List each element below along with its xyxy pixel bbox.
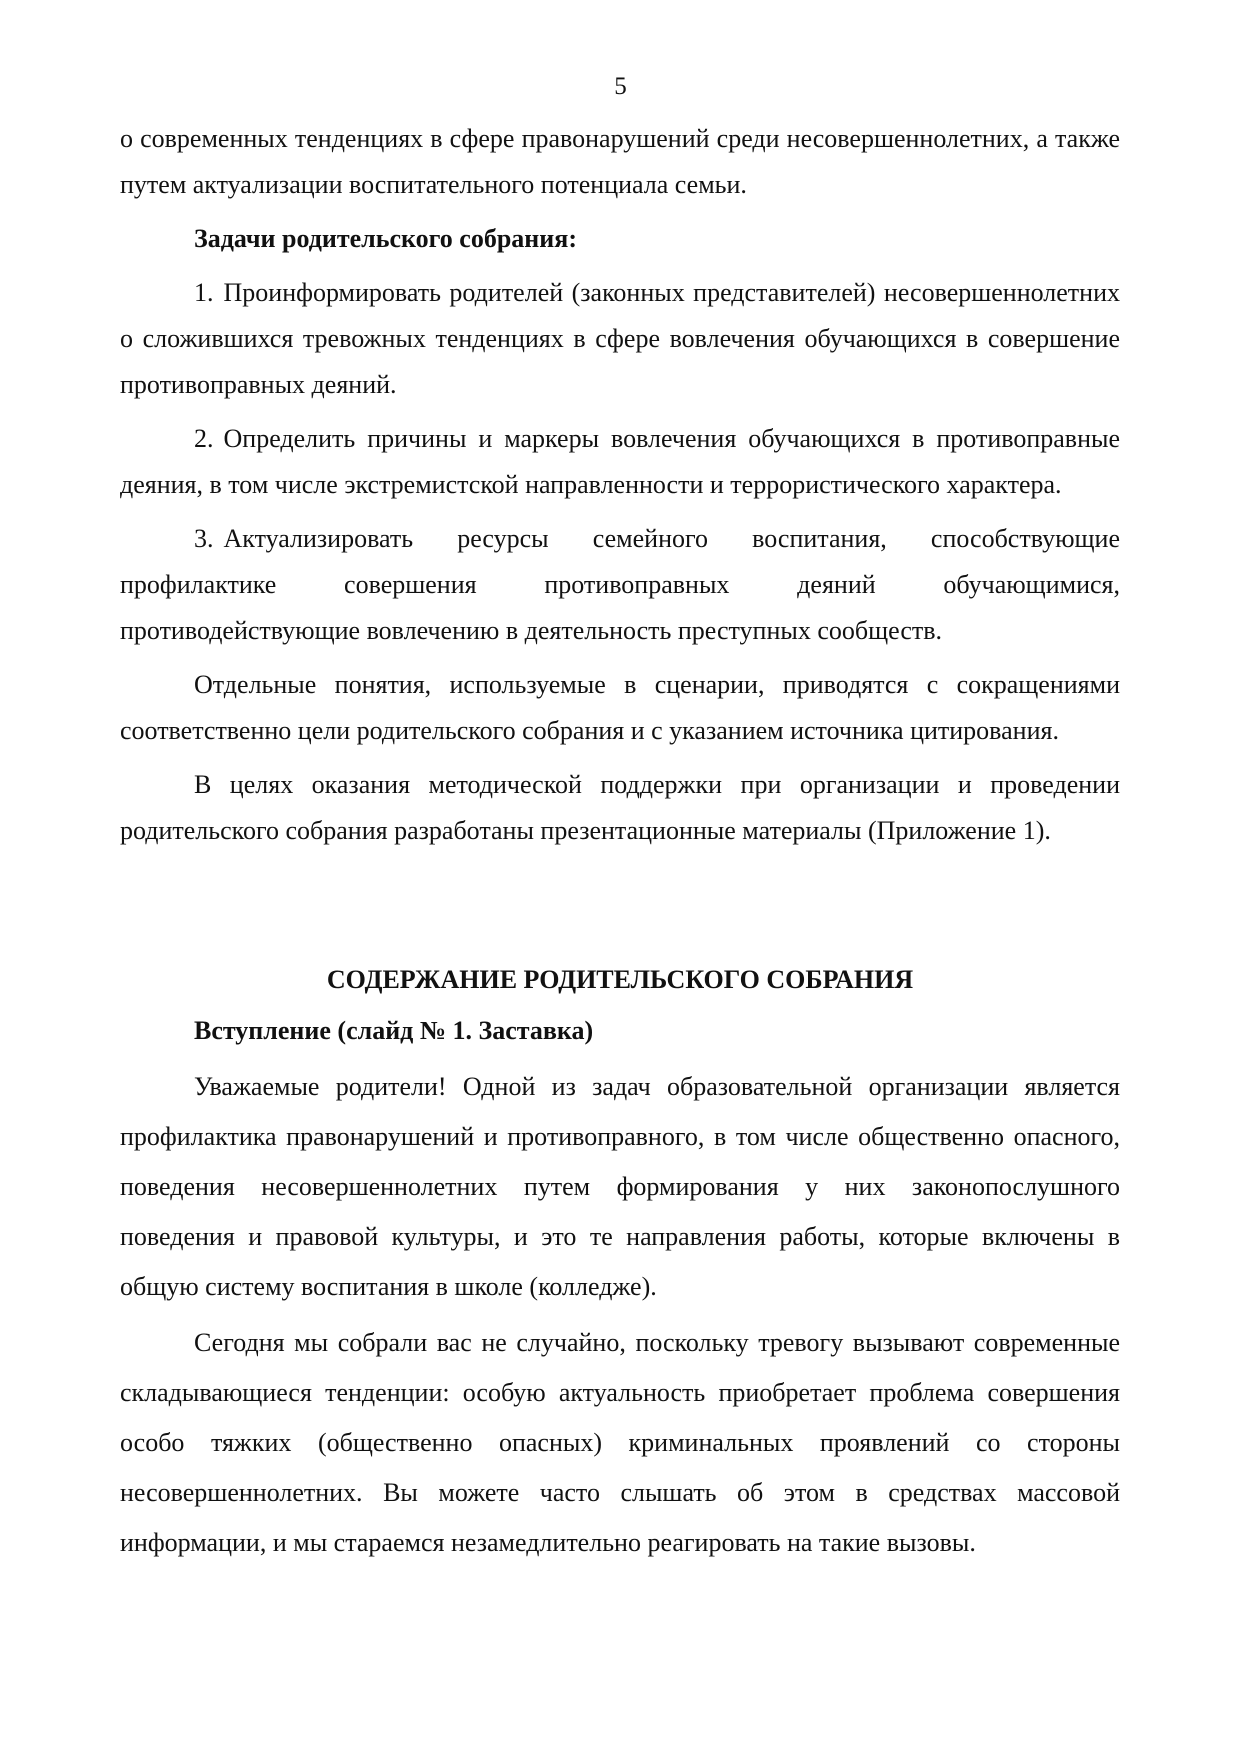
section-title: СОДЕРЖАНИЕ РОДИТЕЛЬСКОГО СОБРАНИЯ — [326, 965, 914, 994]
task-number-2: 2. — [194, 424, 214, 453]
concepts-paragraph: Отдельные понятия, используемые в сценарии, приводятся с сокращениями соответственно цели родительского собрания и с указанием источника цитирования. — [120, 670, 1120, 745]
section-spacer — [120, 862, 1120, 958]
intro-continuation: о современных тенденциях в сфере правонарушений среди несовершеннолетних, а также путем актуализации воспитательного потенциала семьи. — [120, 124, 1120, 199]
page-content — [120, 116, 1120, 1574]
task-text-3: Актуализировать ресурсы семейного воспитания, способствующие профилактике совершения противоправных деяний обучающимися, противодействующие вовлечению в деятельность преступных сообществ. — [120, 524, 1120, 645]
task-item-2 — [120, 416, 1120, 508]
task-item-1 — [120, 270, 1120, 408]
body-paragraph-1: Уважаемые родители! Одной из задач образовательной организации является профилактика правонарушений и противоправного, в том числе общественно опасного, поведения несовершеннолетних путем формирования у них законопослушного поведения и правовой культуры, и это те направления работы, которые включены в общую систему воспитания в школе (колледже). — [120, 1072, 1120, 1301]
task-text-1: Проинформировать родителей (законных представителей) несовершеннолетних о сложившихся тревожных тенденциях в сфере вовлечения обучающихся в совершение противоправных деяний. — [120, 278, 1120, 399]
task-number-3: 3. — [194, 524, 214, 553]
task-item-3 — [120, 516, 1120, 654]
body-paragraph-2: Сегодня мы собрали вас не случайно, поскольку тревогу вызывают современные складывающиеся тенденции: особую актуальность приобретает проблема совершения особо тяжких (общественно опасных) криминальных проявлений со стороны несовершеннолетних. Вы можете часто слышать об этом в средствах массовой информации, и мы стараемся незамедлительно реагировать на такие вызовы. — [120, 1328, 1120, 1557]
section-subheading: Вступление (слайд № 1. Заставка) — [194, 1016, 594, 1045]
tasks-heading: Задачи родительского собрания: — [194, 224, 577, 253]
page-number: 5 — [614, 73, 627, 100]
task-number-1: 1. — [194, 278, 214, 307]
materials-paragraph: В целях оказания методической поддержки при организации и проведении родительского собрания разработаны презентационные материалы (Приложение 1). — [120, 770, 1120, 845]
task-text-2: Определить причины и маркеры вовлечения обучающихся в противоправные деяния, в том числе экстремистской направленности и террористического характера. — [120, 424, 1120, 499]
